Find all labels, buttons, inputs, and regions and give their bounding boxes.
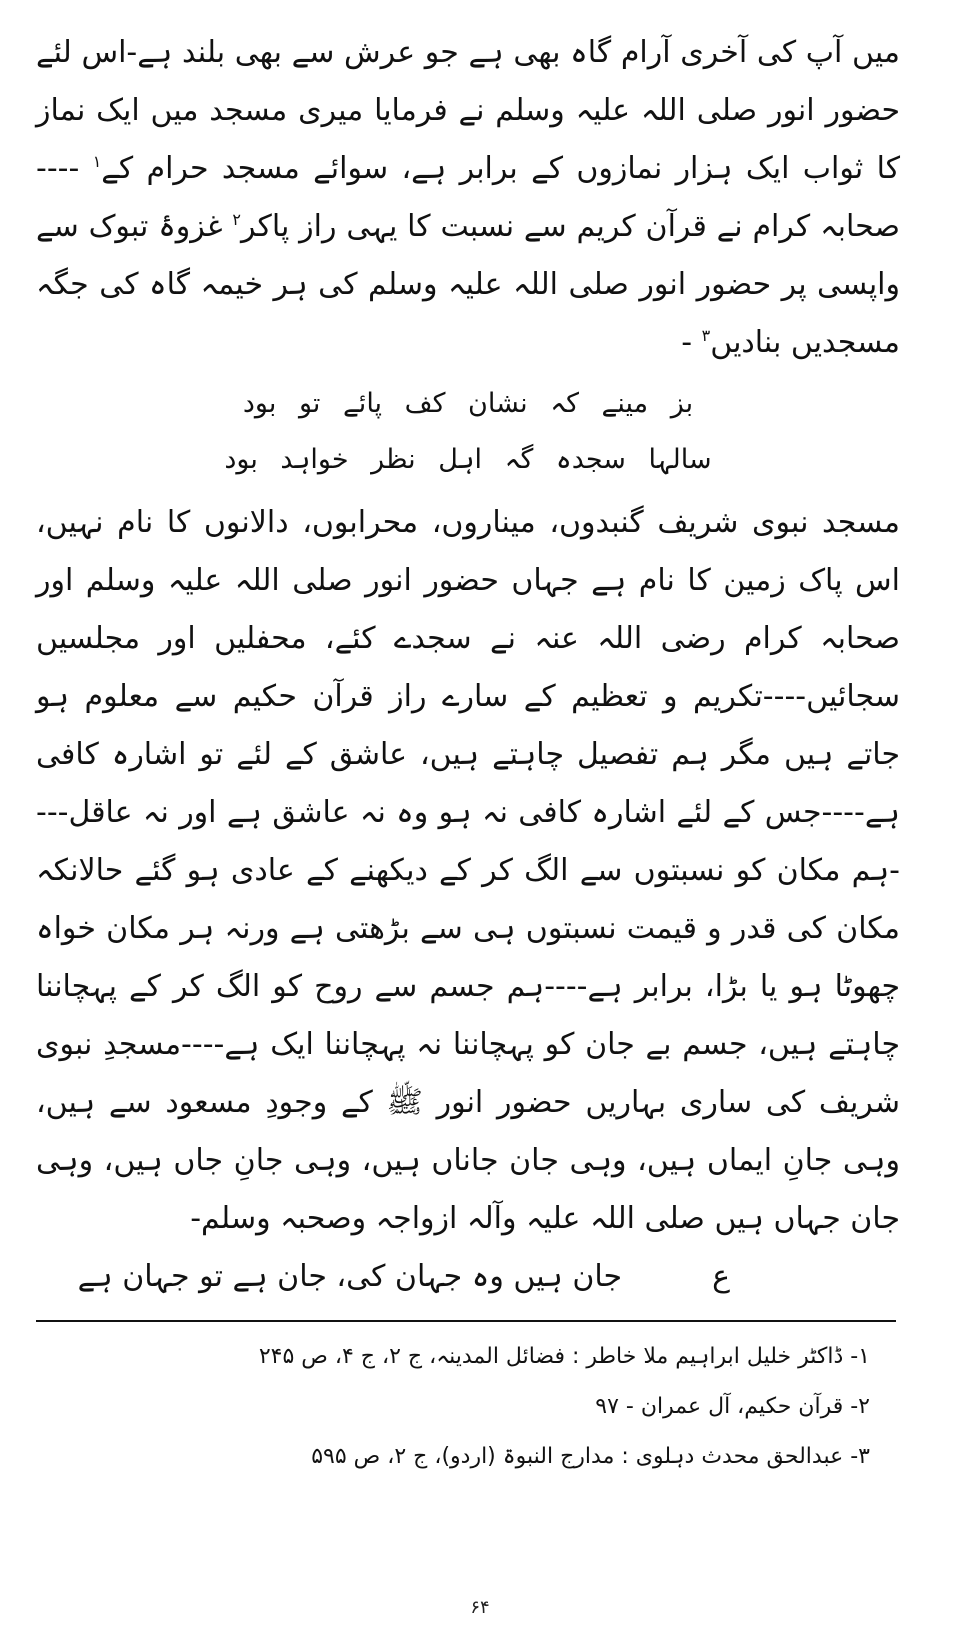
paragraph-2: مسجد نبوی شریف گنبدوں، میناروں، محرابوں، دالانوں کا نام نہیں، اس پاک زمین کا نام ہے جہاں حضور انور صلی اللہ علیہ وسلم اور صحابہ کرام رضی اللہ عنہ نے سجدے کئے، محفلیں اور مجلسیں سجائیں----تکریم و تعظیم کے سارے راز قرآن حکیم سے معلوم ہو جاتے ہیں مگر ہم تفصیل چاہتے ہیں، عاشق کے لئے تو اشارہ کافی ہے----جس کے لئے اشارہ کافی نہ ہو وہ نہ عاشق ہے اور نہ عاقل----ہم مکان کو نسبتوں سے الگ کر کے دیکھنے کے عادی ہو گئے حالانکہ مکان کی قدر و قیمت نسبتوں ہی سے بڑھتی ہے ورنہ ہر مکان خواہ چھوٹا ہو یا بڑا، برابر ہے----ہم جسم سے روح کو الگ کر کے پہچاننا چاہتے ہیں، جسم بے جان کو پہچاننا نہ پہچاننا ایک ہے----مسجدِ نبوی شریف کی ساری بہاریں حضور انور ﷺ کے وجودِ مسعود سے ہیں، وہی جانِ ایماں ہیں، وہی جان جاناں ہیں، وہی جانِ جاں ہیں، وہی جان جہاں ہیں صلی اللہ علیہ وآلہ ازواجہ وصحبہ وسلم- <box>36 505 900 1236</box>
verse-line-1: بز مینے کہ نشان کف پائے تو بود <box>242 388 694 419</box>
footnote-marker-1: ۱ <box>92 152 102 171</box>
verse-line-2: سالہا سجدہ گہ اہل نظر خواہد بود <box>224 444 712 475</box>
persian-verse <box>36 376 900 488</box>
page-number: ۶۴ <box>470 1597 490 1618</box>
paragraph-1 <box>36 24 900 372</box>
footnote-2: ۲- قرآن حکیم، آل عمران - ۹۷ <box>595 1394 870 1419</box>
footnote-3: ۳- عبدالحق محدث دہلوی : مدارج النبوۃ (اردو)، ج ۲، ص ۵۹۵ <box>311 1444 870 1469</box>
paragraph-1-part-d: - <box>681 325 693 360</box>
paragraph-1-part-a: میں آپ کی آخری آرام گاہ بھی ہے جو عرش سے بھی بلند ہے-اس لئے حضور انور صلی اللہ علیہ وسلم نے فرمایا میری مسجد میں ایک نماز کا ثواب ایک ہزار نمازوں کے برابر ہے، سوائے مسجد حرام کے <box>36 35 900 186</box>
paragraph-1-part-c: غزوۂ تبوک سے واپسی پر حضور انور صلی اللہ علیہ وسلم کی ہر خیمہ گاہ کی جگہ مسجدیں بنادیں <box>36 209 900 360</box>
footnote-1: ۱- ڈاکٹر خلیل ابراہیم ملا خاطر : فضائل المدینہ، ج ۲، ج ۴، ص ۲۴۵ <box>258 1344 870 1369</box>
closing-verse-marker: ع <box>712 1259 730 1294</box>
paragraph-1-part-b: ----صحابہ کرام نے قرآن کریم سے نسبت کا یہی راز پاکر <box>36 151 900 244</box>
closing-verse-text: جان ہیں وہ جہان کی، جان ہے تو جہان ہے <box>77 1259 623 1294</box>
footnote-marker-2: ۲ <box>232 210 241 229</box>
closing-verse <box>36 1248 900 1306</box>
footnotes <box>36 1332 900 1482</box>
footnote-marker-3: ۳ <box>701 326 711 345</box>
footnote-divider <box>36 1320 896 1322</box>
